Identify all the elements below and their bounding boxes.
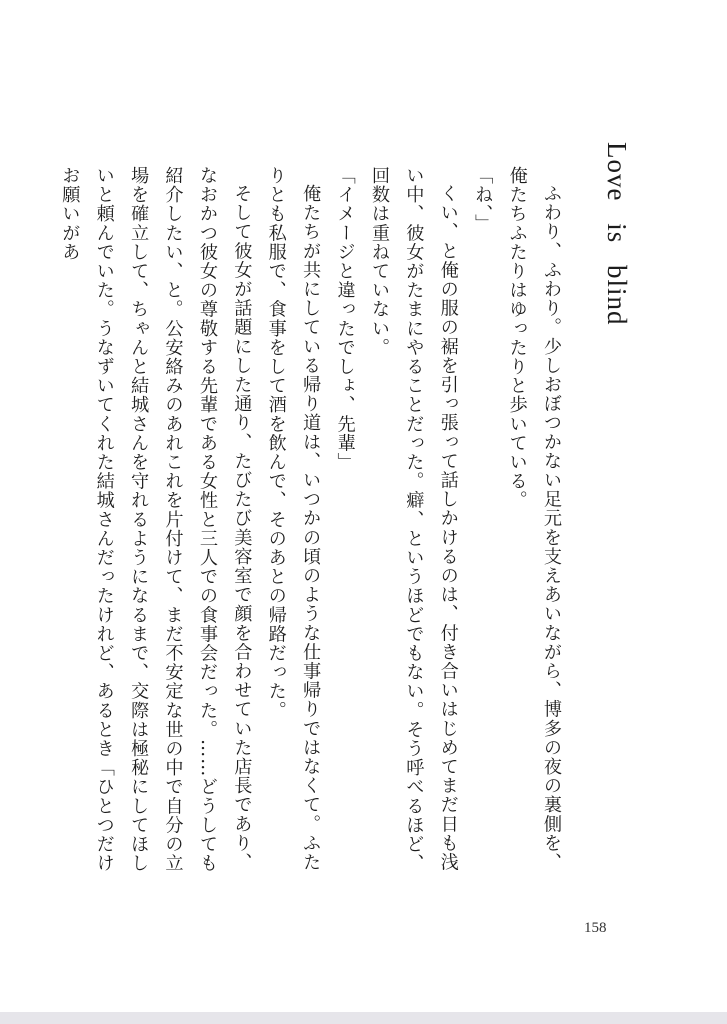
page-number: 158 (584, 920, 607, 936)
dialogue-line: 「イメージと違ったでしょ、先輩」 (334, 166, 356, 472)
paragraph: くい、と俺の服の裾を引っ張って話しかけるのは、付き合いはじめてまだ日も浅い中、彼女がたまにやることだった。癖、というほどでもない。そう呼べるほど、回数は重ねていない。 (368, 166, 459, 873)
dialogue-line: 「ね、」 (472, 166, 494, 234)
chapter-title: Love is blind (602, 142, 632, 326)
paragraph: ふわり、ふわり。少しおぼつかない足元を支えあいながら、博多の夜の裏側を、俺たちふたりはゆったりと歩いている。 (506, 166, 562, 872)
paragraph: そして彼女が話題にした通り、たびたび美容室で顔を合わせていた店長であり、なおかつ彼女の尊敬する先輩である女性と三人での食事会だった。……どうしても紹介したい、と。公安絡みのあれこれを片付けて、まだ不安定な世の中で自分の立場を確立して、ちゃんと結城さんを守れるようになるまで、交際は極秘にしてほしいと頼んでいた。うなずいてくれた結城さんだったけれど、あるとき「ひとつだけお願いがあ (59, 166, 253, 873)
paragraph: 俺たちが共にしている帰り道は、いつかの頃のような仕事帰りではなくて。ふたりとも私服で、食事をして酒を飲んで、そのあとの帰路だった。 (265, 166, 322, 872)
page-bottom-edge (0, 1012, 727, 1024)
body-text (59, 166, 568, 890)
